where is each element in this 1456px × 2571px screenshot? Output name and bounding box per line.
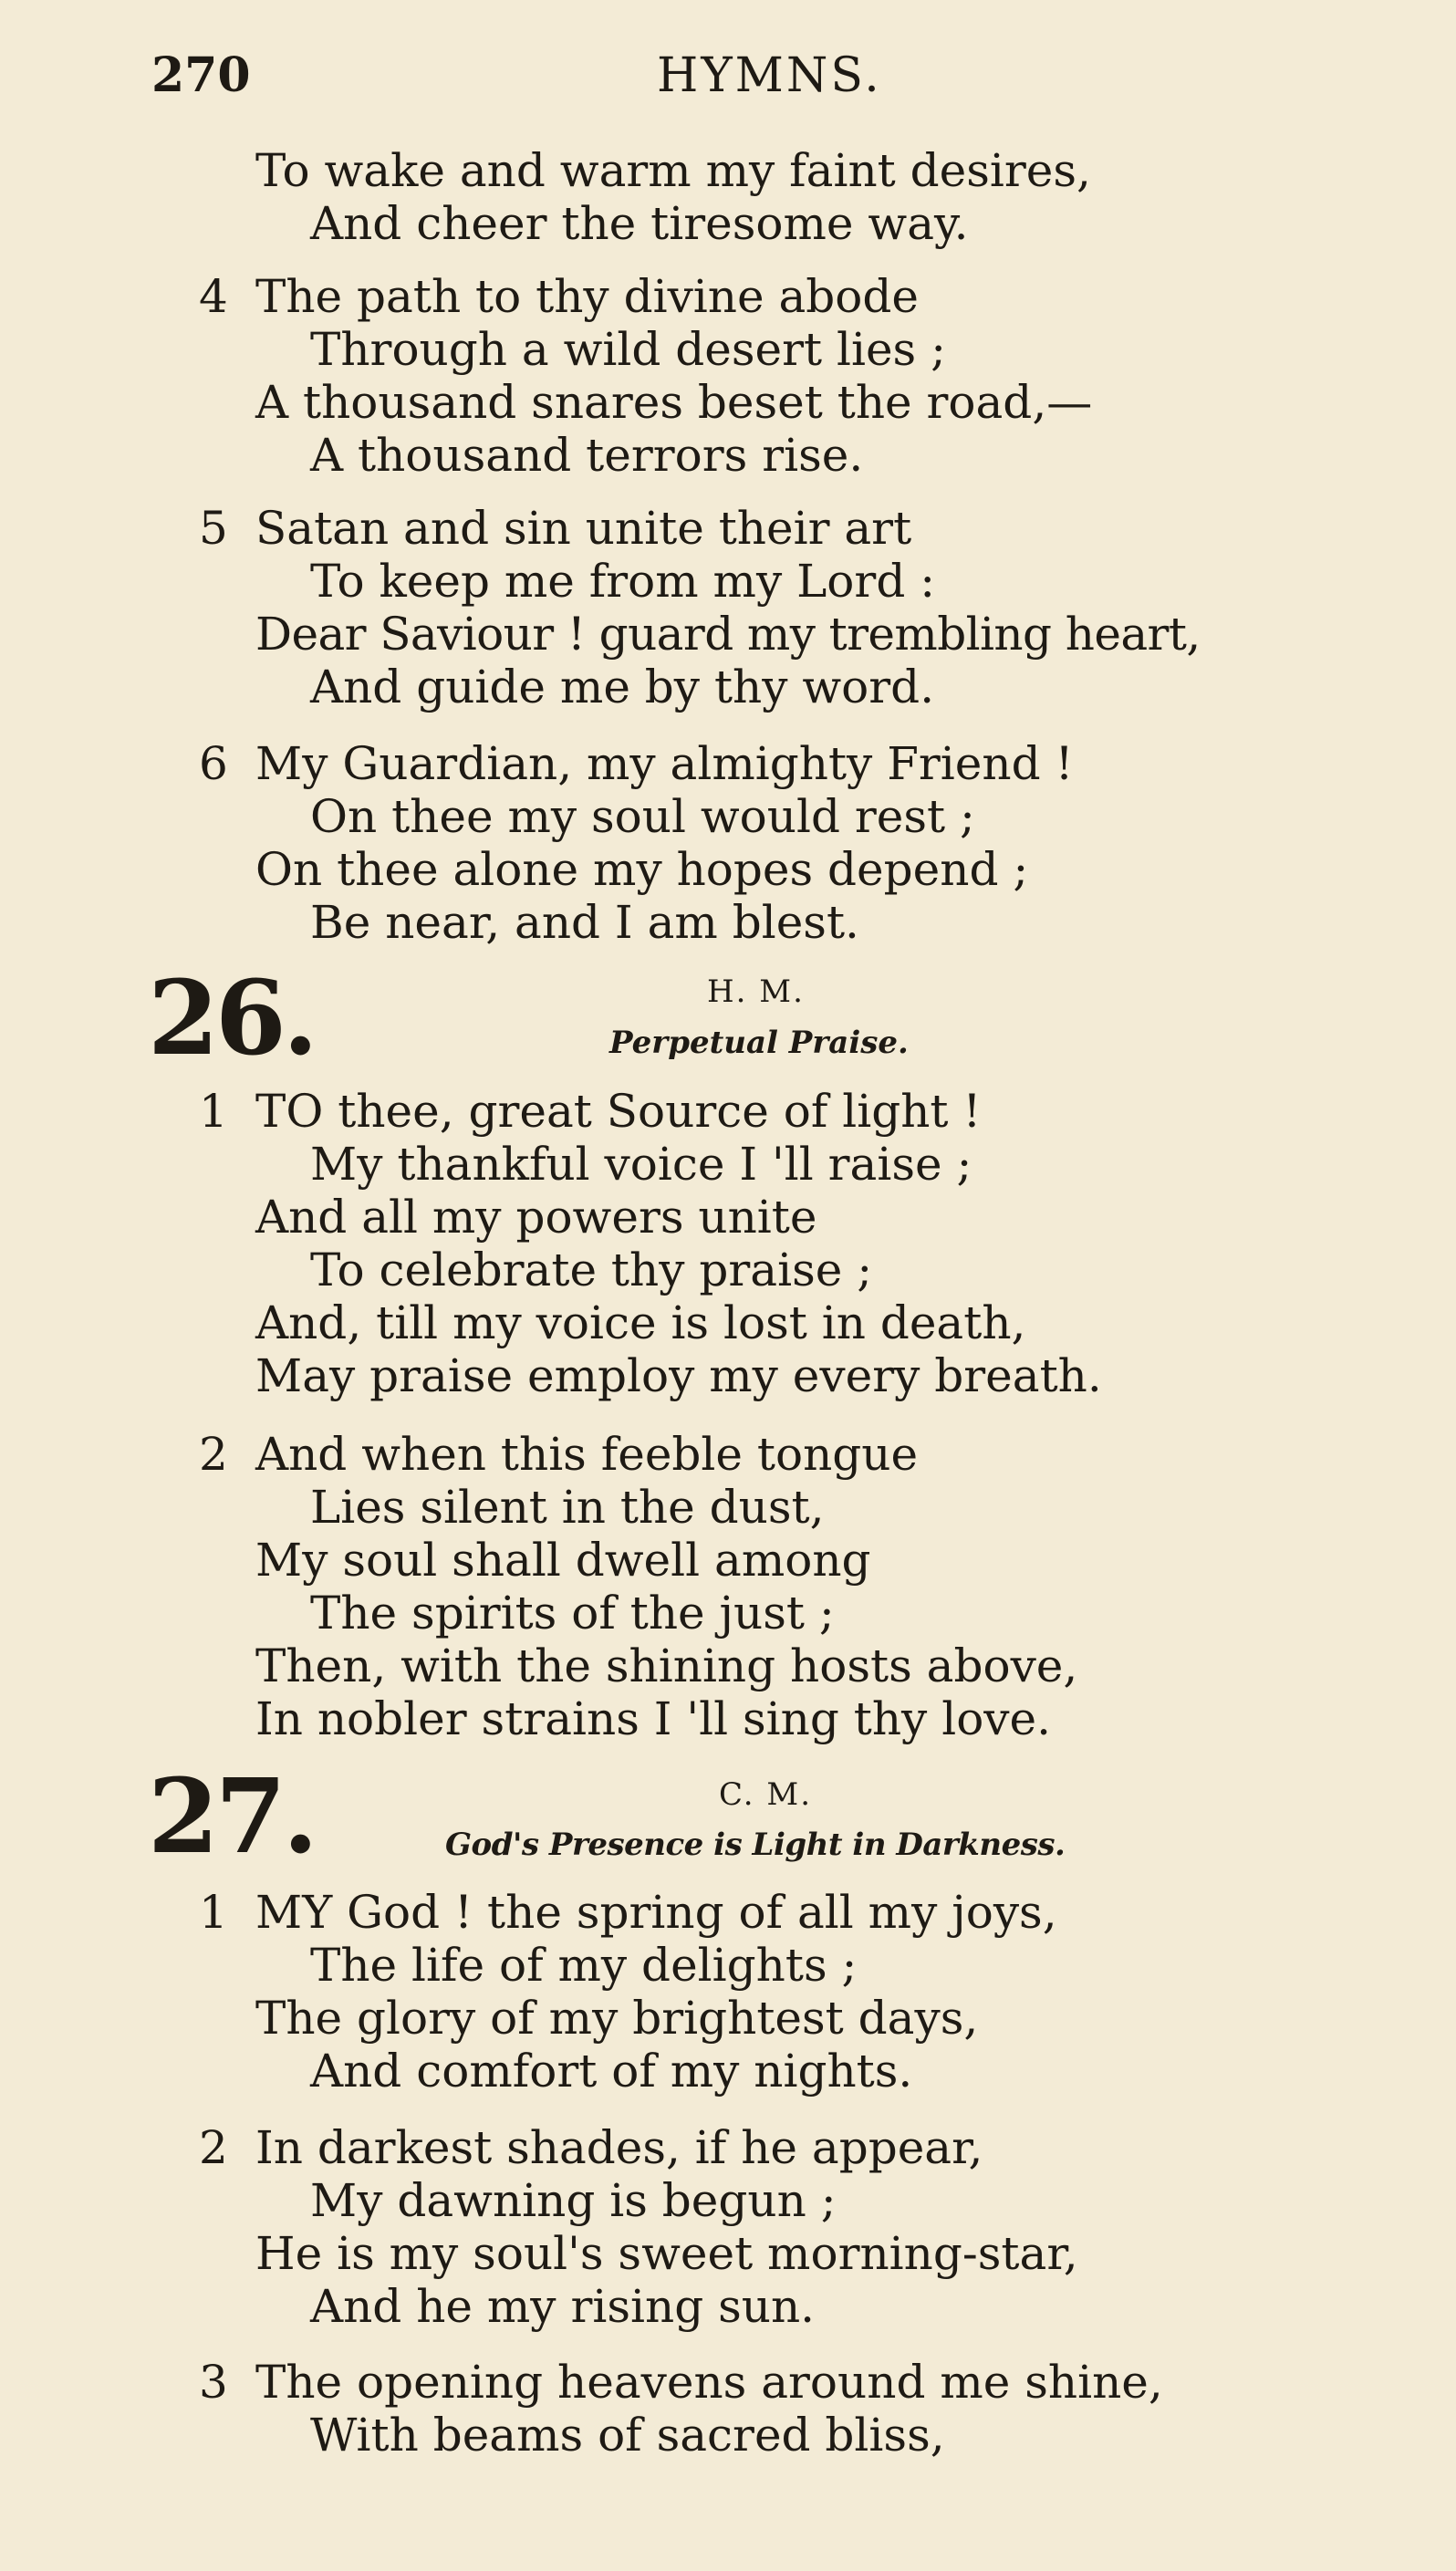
hymn-meter: C. M. [719, 1776, 813, 1813]
verse-line: My Guardian, my almighty Friend ! [255, 737, 1074, 790]
verse-line: In nobler strains I 'll sing thy love. [255, 1692, 1052, 1745]
verse-line: MY God ! the spring of all my joys, [255, 1886, 1057, 1939]
verse-line: Be near, and I am blest. [310, 896, 859, 949]
verse-line: The path to thy divine abode [255, 270, 920, 323]
verse-number: 5 [199, 502, 228, 555]
verse-line: Then, with the shining hosts above, [255, 1639, 1078, 1692]
verse-line: A thousand terrors rise. [310, 429, 864, 482]
verse-line: He is my soul's sweet morning-star, [255, 2227, 1078, 2280]
hymn-number: 27. [148, 1757, 315, 1877]
verse-line: On thee alone my hopes depend ; [255, 843, 1029, 896]
verse-line: To keep me from my Lord : [310, 555, 936, 608]
page-number: 270 [151, 47, 251, 103]
verse-number: 3 [199, 2356, 228, 2409]
hymn-subject: God's Presence is Light in Darkness. [445, 1827, 1066, 1863]
verse-line: And all my powers unite [255, 1191, 817, 1244]
verse-line: And guide me by thy word. [310, 661, 935, 713]
hymn-number: 26. [148, 959, 315, 1078]
verse-line: My dawning is begun ; [310, 2174, 837, 2227]
verse-number: 1 [199, 1886, 228, 1939]
verse-line: My thankful voice I 'll raise ; [310, 1138, 972, 1191]
verse-line: To celebrate thy praise ; [310, 1244, 873, 1296]
hymn-subject: Perpetual Praise. [609, 1025, 909, 1061]
verse-line: My soul shall dwell among [255, 1534, 871, 1587]
running-title: HYMNS. [657, 48, 882, 103]
verse-line: On thee my soul would rest ; [310, 790, 975, 843]
verse-number: 2 [199, 2121, 228, 2174]
verse-number: 2 [199, 1428, 228, 1481]
verse-line: The opening heavens around me shine, [255, 2356, 1163, 2409]
verse-line: In darkest shades, if he appear, [255, 2121, 983, 2174]
verse-line: Through a wild desert lies ; [310, 323, 946, 376]
verse-line: May praise employ my every breath. [255, 1349, 1102, 1402]
verse-line: The glory of my brightest days, [255, 1992, 979, 2045]
hymn-meter: H. M. [707, 973, 805, 1010]
verse-line: Dear Saviour ! guard my trembling heart, [255, 608, 1201, 661]
verse-line: A thousand snares beset the road,— [255, 376, 1093, 429]
verse-line: The spirits of the just ; [310, 1587, 835, 1639]
verse-number: 1 [199, 1085, 228, 1138]
verse-line: TO thee, great Source of light ! [255, 1085, 982, 1138]
verse-line: The life of my delights ; [310, 1939, 858, 1992]
verse-line: With beams of sacred bliss, [310, 2409, 945, 2462]
verse-number: 6 [199, 737, 228, 790]
verse-line: To wake and warm my faint desires, [255, 144, 1091, 197]
verse-line: Lies silent in the dust, [310, 1481, 825, 1534]
verse-line: Satan and sin unite their art [255, 502, 912, 555]
verse-line: And cheer the tiresome way. [310, 197, 969, 250]
verse-line: And when this feeble tongue [255, 1428, 919, 1481]
verse-number: 4 [199, 270, 228, 323]
verse-line: And, till my voice is lost in death, [255, 1296, 1026, 1349]
verse-line: And comfort of my nights. [310, 2045, 913, 2097]
verse-line: And he my rising sun. [310, 2280, 816, 2333]
